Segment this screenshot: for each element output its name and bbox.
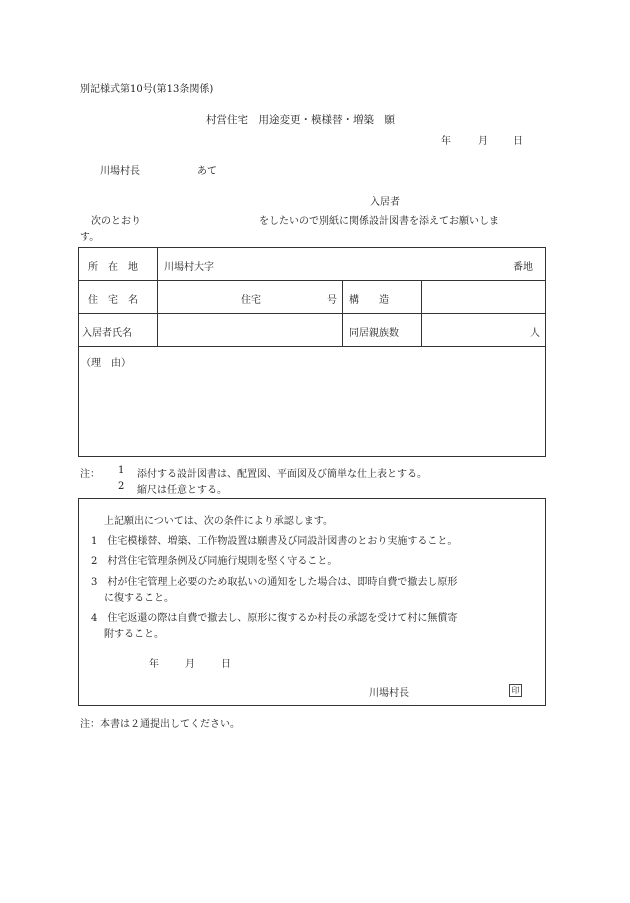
application-table [78, 247, 546, 457]
location-suffix: 番地 [513, 262, 533, 273]
house-value: 住宅 [241, 295, 261, 306]
note-2: 縮尺は任意とする。 [137, 485, 227, 496]
condition-3-cont: に復すること。 [104, 593, 174, 604]
date-year: 年 [441, 136, 451, 147]
house-name-label: 住 宅 名 [88, 295, 138, 306]
location-label: 所 在 地 [88, 262, 138, 273]
table-divider [157, 247, 158, 346]
footer-note: 注：本書は２通提出してください。 [80, 719, 240, 730]
reason-label: （理 由） [81, 358, 131, 369]
approval-date-month: 月 [185, 659, 195, 670]
condition-4: 4 住宅返還の際は自費で撤去し、原形に復するか村長の承認を受けて村に無償寄 [91, 613, 458, 624]
resident-name-label: 入居者氏名 [82, 328, 132, 339]
note-1: 添付する設計図書は、配置図、平面図及び簡単な仕上表とする。 [137, 469, 427, 480]
condition-1: 1 住宅模様替、増築、工作物設置は願書及び同設計図書のとおり実施すること。 [91, 536, 458, 547]
note-2-number: 2 [118, 481, 125, 492]
cohabitants-suffix: 人 [530, 328, 540, 339]
house-number-suffix: 号 [327, 295, 337, 306]
approval-intro: 上記願出については、次の条件により承認します。 [104, 516, 333, 527]
signer: 川場村長 [369, 688, 409, 699]
request-text-start: 次のとおり [91, 216, 141, 227]
condition-2: 2 村営住宅管理条例及び同施行規則を堅く守ること。 [91, 556, 338, 567]
note-1-number: 1 [118, 465, 125, 476]
approval-date-day: 日 [221, 659, 231, 670]
resident-label: 入居者 [370, 197, 400, 208]
table-divider [421, 280, 422, 346]
location-value: 川場村大字 [164, 262, 214, 273]
date-month: 月 [478, 136, 488, 147]
cohabitants-label: 同居親族数 [349, 328, 399, 339]
page-title: 村営住宅 用途変更・模様替・増築 願 [206, 114, 395, 126]
structure-label: 構 造 [349, 295, 389, 306]
notes-prefix: 注： [80, 469, 100, 480]
request-text-rest: をしたいので別紙に関係設計図書を添えてお願いしま [259, 216, 499, 227]
table-divider [78, 346, 546, 347]
table-divider [78, 313, 546, 314]
request-text-end: す。 [80, 232, 100, 243]
table-divider [342, 280, 343, 346]
approval-date-year: 年 [149, 659, 159, 670]
seal-mark: 印 [509, 684, 522, 697]
date-day: 日 [513, 136, 523, 147]
table-divider [78, 280, 546, 281]
addressee-suffix: あて [197, 166, 217, 177]
form-number: 別記様式第10号(第13条関係) [80, 84, 214, 95]
condition-3: 3 村が住宅管理上必要のため取払いの通知をした場合は、即時自費で撤去し原形 [91, 577, 458, 588]
addressee-name: 川場村長 [100, 166, 140, 177]
condition-4-cont: 附すること。 [104, 629, 164, 640]
